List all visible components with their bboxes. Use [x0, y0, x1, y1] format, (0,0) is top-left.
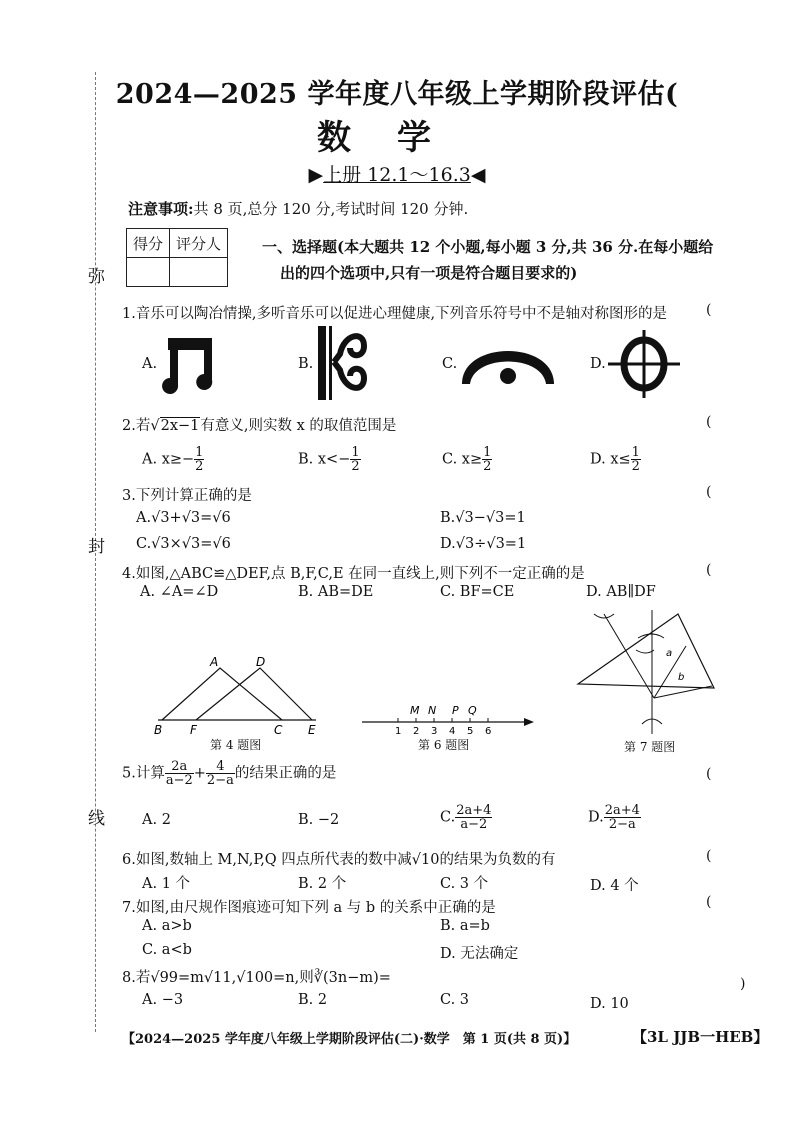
q3-option-a: A.√3+√3=√6	[136, 510, 231, 526]
figure-6	[358, 700, 534, 740]
exam-title: 2024—2025 学年度八年级上学期阶段评估(	[115, 79, 679, 110]
fig4-label-a: A	[210, 655, 219, 669]
q5-option-c: C. $\frac{2a+4}{a-2}$	[440, 803, 492, 832]
fig4-label-b: B	[154, 723, 163, 737]
q4-option-c: C. BF=CE	[440, 584, 515, 600]
subject-title: 数学	[317, 118, 477, 158]
q5-option-b: B. −2	[298, 812, 340, 828]
section-heading-line2: 出的四个选项中,只有一项是符合题目要求的)	[280, 264, 578, 282]
alto-clef-icon	[316, 324, 368, 402]
fig6-tick-label: 3	[431, 726, 438, 737]
q2-stem-pre: 2.若	[122, 418, 151, 434]
q4-option-d: D. AB∥DF	[586, 584, 656, 600]
q7-option-b: B. a=b	[440, 918, 490, 934]
q1-paren: (	[706, 302, 712, 318]
q2-stem-post: 有意义,则实数 x 的取值范围是	[200, 418, 397, 434]
q6-option-d: D. 4 个	[590, 878, 639, 894]
q7-paren: (	[706, 894, 712, 910]
q2-paren: (	[706, 414, 712, 430]
q8-stem: 8.若√99=m√11,√100=n,则∛(3n−m)=	[122, 970, 391, 986]
section-heading-line1: 一、选择题(本大题共 12 个小题,每小题 3 分,共 36 分.在每小题给	[262, 238, 714, 256]
q5-option-d: D. $\frac{2a+4}{2-a}$	[588, 803, 640, 832]
q1-option-d: D.	[590, 356, 606, 372]
q3-stem: 3.下列计算正确的是	[122, 488, 252, 504]
page-footer: 【2024—2025 学年度八年级上学期阶段评估(二)·数学 第 1 页(共 8 页)】	[122, 1032, 577, 1047]
q3-option-d: D.√3÷√3=1	[440, 536, 527, 552]
fig6-tick-label: 4	[449, 726, 456, 737]
fig4-label-f: F	[190, 723, 197, 737]
q7-option-a: A. a>b	[142, 918, 192, 934]
q1-option-a: A.	[142, 356, 158, 372]
q6-paren: (	[706, 848, 712, 864]
q1-option-b: B.	[298, 356, 314, 372]
fig6-label-n: N	[428, 704, 437, 717]
notice-text: 共 8 页,总分 120 分,考试时间 120 分钟.	[193, 200, 469, 218]
figure-7	[574, 606, 724, 738]
figure-4	[150, 654, 330, 738]
q3-option-b: B.√3−√3=1	[440, 510, 526, 526]
q1-option-c: C.	[442, 356, 458, 372]
fig4-label-c: C	[274, 723, 283, 737]
section-heading	[262, 234, 722, 286]
q2-option-d: D. x≤ $\frac{1}{2}$	[590, 445, 640, 474]
q5-stem: 5.计算 $\frac{2a}{a-2}$ + $\frac{4}{2-a}$ 的结果正确的是	[122, 759, 337, 788]
q5-paren: (	[706, 766, 712, 782]
q4-option-a: A. ∠A=∠D	[140, 584, 219, 600]
q8-option-a: A. −3	[142, 992, 184, 1008]
grader-header: 评分人	[170, 229, 228, 258]
q8-option-d: D. 10	[590, 996, 629, 1012]
q1-stem: 1.音乐可以陶冶情操,多听音乐可以促进心理健康,下列音乐符号中不是轴对称图形的是	[122, 306, 668, 322]
fig6-label-m: M	[410, 704, 420, 717]
q3-paren: (	[706, 484, 712, 500]
paper-code: 【3L JJB一HEB】	[632, 1028, 769, 1046]
binding-mark-mi: 弥	[88, 267, 105, 287]
q6-stem: 6.如图,数轴上 M,N,P,Q 四点所代表的数中减√10的结果为负数的有	[122, 852, 556, 868]
fig4-label-d: D	[256, 655, 266, 669]
grader-cell[interactable]	[170, 258, 228, 287]
q3-option-c: C.√3×√3=√6	[136, 536, 231, 552]
figure-4-caption: 第 4 题图	[210, 738, 262, 752]
fig6-label-p: P	[452, 704, 459, 717]
range-text: 上册 12.1～16.3	[323, 164, 471, 186]
q4-stem: 4.如图,△ABC≌△DEF,点 B,F,C,E 在同一直线上,则下列不一定正确的是	[122, 566, 585, 582]
q2-radicand: 2x−1	[160, 418, 200, 434]
fig6-tick-label: 1	[395, 726, 402, 737]
figure-7-caption: 第 7 题图	[624, 740, 676, 754]
q6-option-c: C. 3 个	[440, 876, 489, 892]
binding-mark-xian: 线	[88, 809, 105, 829]
score-header: 得分	[127, 229, 170, 258]
range-line: ▶上册 12.1～16.3◀	[308, 164, 486, 186]
music-note-icon	[160, 330, 220, 398]
q2-option-a: A. x≥− $\frac{1}{2}$	[142, 445, 204, 474]
q2-option-c: C. x≥ $\frac{1}{2}$	[442, 445, 492, 474]
score-cell[interactable]	[127, 258, 170, 287]
q2-stem: 2.若√2x−1有意义,则实数 x 的取值范围是	[122, 418, 397, 434]
q7-option-c: C. a<b	[142, 942, 192, 958]
q2-option-b: B. x<− $\frac{1}{2}$	[298, 445, 360, 474]
q4-option-b: B. AB=DE	[298, 584, 374, 600]
coda-icon	[604, 326, 684, 402]
fig6-tick-label: 6	[485, 726, 492, 737]
q8-option-b: B. 2	[298, 992, 328, 1008]
q7-option-d: D. 无法确定	[440, 946, 519, 962]
figure-6-caption: 第 6 题图	[418, 738, 470, 752]
notice	[128, 198, 468, 219]
q7-stem: 7.如图,由尺规作图痕迹可知下列 a 与 b 的关系中正确的是	[122, 900, 496, 916]
q8-option-c: C. 3	[440, 992, 470, 1008]
fig6-tick-label: 2	[413, 726, 420, 737]
q5-option-a: A. 2	[142, 812, 171, 828]
notice-label: 注意事项:	[128, 200, 194, 218]
fig7-label-a: a	[666, 648, 673, 659]
q6-option-b: B. 2 个	[298, 876, 347, 892]
fig6-tick-label: 5	[467, 726, 474, 737]
q8-paren: )	[740, 976, 746, 992]
fig4-label-e: E	[308, 723, 316, 737]
score-table	[126, 228, 228, 287]
q4-paren: (	[706, 562, 712, 578]
q6-option-a: A. 1 个	[142, 876, 191, 892]
fig6-label-q: Q	[468, 704, 477, 717]
binding-mark-feng: 封	[88, 537, 105, 557]
fig7-label-b: b	[678, 672, 685, 683]
fermata-icon	[458, 332, 558, 392]
